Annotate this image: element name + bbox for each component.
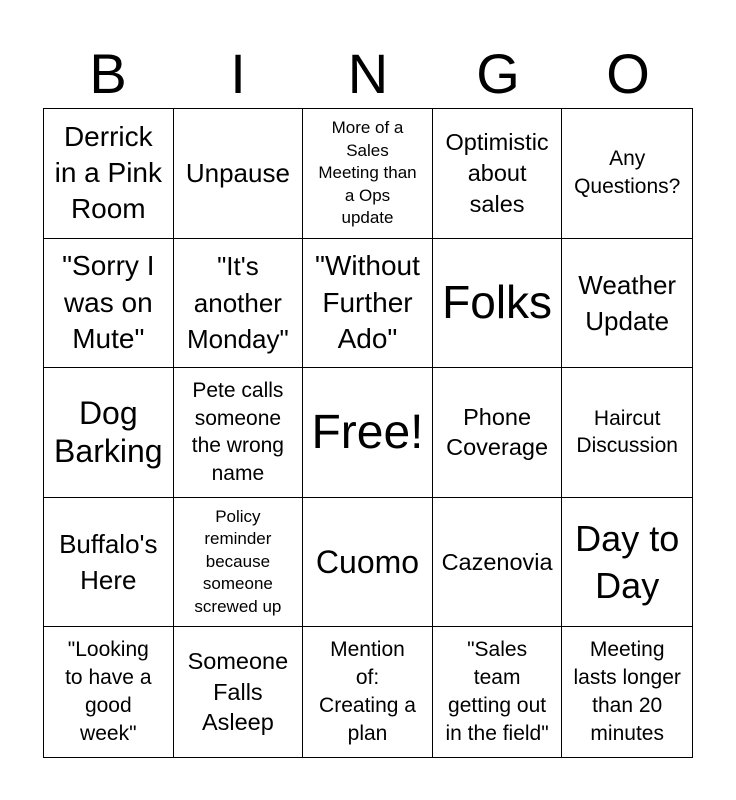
cell-text: "Sorry I was on Mute" — [62, 250, 155, 355]
bingo-cell[interactable] — [303, 109, 433, 239]
bingo-cell[interactable] — [433, 498, 563, 628]
cell-text: "It's another Monday" — [187, 251, 289, 355]
cell-text: Dog Barking — [54, 395, 163, 470]
cell-text: Cuomo — [315, 543, 420, 580]
bingo-cell[interactable] — [44, 109, 174, 239]
cell-text: Free! — [311, 405, 424, 459]
bingo-cell[interactable] — [174, 627, 304, 757]
bingo-cell[interactable] — [562, 109, 692, 239]
header-letter-b: B — [89, 42, 127, 105]
cell-text: Someone Falls Asleep — [187, 648, 289, 736]
bingo-cell[interactable] — [433, 627, 563, 757]
cell-text: Mention of: Creating a plan — [319, 638, 416, 746]
cell-text: "Sales team getting out in the field" — [445, 638, 549, 746]
cell-text: Folks — [442, 276, 553, 329]
header-letter-i: I — [230, 42, 246, 105]
bingo-cell[interactable] — [44, 368, 174, 498]
bingo-cell[interactable] — [562, 627, 692, 757]
bingo-header — [43, 40, 693, 108]
cell-text: Buffalo's Here — [59, 528, 158, 596]
bingo-cell[interactable] — [44, 498, 174, 628]
bingo-cell[interactable] — [303, 627, 433, 757]
bingo-cell[interactable] — [433, 368, 563, 498]
cell-text: Optimistic about sales — [445, 129, 549, 217]
cell-text: Pete calls someone the wrong name — [191, 378, 284, 486]
bingo-card — [43, 108, 693, 758]
header-letter-o: O — [606, 42, 650, 105]
cell-text: "Looking to have a good week" — [65, 638, 152, 746]
cell-text: More of a Sales Meeting than a Ops update — [318, 118, 417, 227]
cell-text: Policy reminder because someone screwed up — [194, 507, 282, 616]
cell-text: Haircut Discussion — [576, 406, 678, 458]
cell-text: Day to Day — [575, 517, 680, 607]
bingo-cell[interactable] — [562, 239, 692, 369]
bingo-cell[interactable] — [174, 239, 304, 369]
bingo-cell[interactable] — [303, 239, 433, 369]
bingo-cell[interactable] — [44, 627, 174, 757]
cell-text: Unpause — [185, 158, 290, 189]
bingo-cell[interactable] — [562, 498, 692, 628]
bingo-cell[interactable] — [44, 239, 174, 369]
bingo-cell[interactable] — [433, 239, 563, 369]
header-letter-g: G — [476, 42, 520, 105]
cell-text: Derrick in a Pink Room — [54, 120, 162, 225]
cell-text: Meeting lasts longer than 20 minutes — [573, 638, 681, 746]
cell-text: Cazenovia — [441, 548, 553, 575]
cell-text: Any Questions? — [574, 147, 681, 199]
cell-text: Weather Update — [578, 269, 677, 336]
bingo-cell[interactable] — [303, 498, 433, 628]
bingo-cell[interactable] — [174, 498, 304, 628]
header-letter-n: N — [347, 42, 389, 105]
bingo-cell[interactable] — [433, 109, 563, 239]
bingo-cell[interactable] — [174, 368, 304, 498]
bingo-cell[interactable] — [562, 368, 692, 498]
free-space[interactable] — [303, 368, 433, 498]
cell-text: "Without Further Ado" — [315, 250, 420, 355]
cell-text: Phone Coverage — [446, 403, 549, 461]
bingo-cell[interactable] — [174, 109, 304, 239]
